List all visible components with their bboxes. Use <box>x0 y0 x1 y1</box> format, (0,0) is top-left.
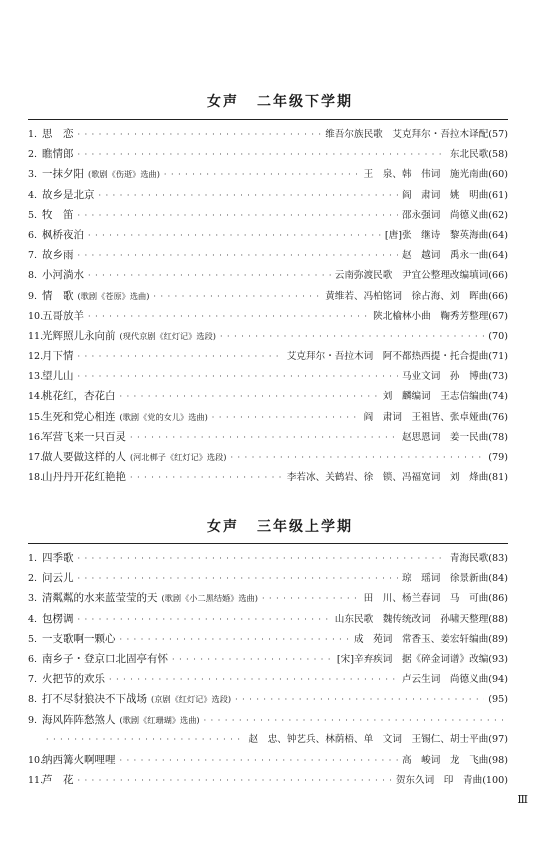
leader-dots <box>164 165 360 185</box>
leader-dots <box>78 246 398 266</box>
entry-credits: [宋]辛弃疾词 据《碎金词谱》改编 <box>336 653 489 665</box>
entry-credits: 山东民歌 魏传统改词 孙啸天整理 <box>334 613 489 625</box>
entry-page: (78) <box>488 431 508 443</box>
leader-dots <box>78 145 446 165</box>
entry-title: 生死和党心相连 <box>42 410 116 423</box>
section-title-term: 三年级上学期 <box>257 519 353 535</box>
entry-title: 五哥放羊 <box>42 309 84 322</box>
toc-entry[interactable] <box>28 164 508 184</box>
toc-entry[interactable] <box>28 346 508 366</box>
toc-entry[interactable] <box>28 467 508 487</box>
toc-entry[interactable] <box>28 649 508 669</box>
toc-entry-continuation <box>28 730 508 750</box>
entry-number: 5. <box>28 633 38 645</box>
entry-page: (66) <box>488 270 508 282</box>
entry-number: 4. <box>28 613 38 625</box>
entry-title: 芦 花 <box>42 774 74 787</box>
entry-page: (84) <box>488 573 508 585</box>
entry-number: 6. <box>28 229 38 241</box>
entry-page: (64) <box>488 229 508 241</box>
entry-credits: 马业文词 孙 博曲 <box>401 371 489 383</box>
toc-entry[interactable] <box>28 710 508 730</box>
entry-page: (71) <box>488 351 508 363</box>
entry-credits: 云南弥渡民歌 尹宜公整理改编填词 <box>334 270 489 282</box>
entry-title: 小河淌水 <box>42 269 84 282</box>
entry-page: (74) <box>488 391 508 403</box>
leader-dots <box>230 448 484 468</box>
entry-credits: 赵 越词 禹永一曲 <box>401 250 489 262</box>
entry-number: 1. <box>28 553 38 564</box>
entry-page: (86) <box>488 593 508 605</box>
leader-dots <box>109 670 398 690</box>
entry-source: (现代京剧《红灯记》选段) <box>119 330 216 341</box>
entry-credits: 琼 瑶词 徐景新曲 <box>401 573 489 585</box>
entry-title: 纳西篝火啊哩哩 <box>42 753 116 766</box>
entry-title: 故乡雨 <box>42 249 74 262</box>
leader-dots <box>204 711 504 731</box>
toc-entry[interactable] <box>28 548 508 568</box>
entry-credits: 田 川、杨兰春词 马 可曲 <box>363 593 489 605</box>
entry-source: (歌剧《红珊瑚》选曲) <box>119 714 200 725</box>
entry-title: 望儿山 <box>42 370 74 383</box>
entry-number: 5. <box>28 209 38 221</box>
toc-entry[interactable] <box>28 689 508 709</box>
entry-title: 打不尽豺狼决不下战场 <box>42 693 147 706</box>
leader-dots <box>78 569 398 589</box>
leader-dots <box>46 730 244 750</box>
leader-dots <box>220 327 484 347</box>
toc-entry[interactable] <box>28 124 508 144</box>
leader-dots <box>88 307 369 327</box>
leader-dots <box>78 771 392 791</box>
entry-title: 火把节的欢乐 <box>42 673 105 686</box>
entry-source: (河北梆子《红灯记》选段) <box>130 452 227 462</box>
entry-title: 一抹夕阳 <box>42 168 84 181</box>
section-title-term: 二年级下学期 <box>257 94 353 110</box>
entry-number: 15. <box>28 411 44 423</box>
entry-number: 12. <box>28 351 44 363</box>
entry-title: 情 歌 <box>42 289 74 302</box>
entry-credits: 陕北榆林小曲 鞠秀芳整理 <box>373 310 489 322</box>
toc-entry[interactable] <box>28 326 508 346</box>
toc-entry[interactable] <box>28 629 508 649</box>
entry-number: 18. <box>28 472 44 484</box>
leader-dots <box>130 468 283 488</box>
toc-entry[interactable] <box>28 245 508 265</box>
entry-number: 3. <box>28 593 38 605</box>
leader-dots <box>78 206 398 226</box>
entry-page: (57) <box>488 129 508 140</box>
entry-credits: 维吾尔族民歌 艾克拜尔・吾拉木译配 <box>325 129 489 140</box>
toc-entry[interactable] <box>28 588 508 608</box>
entry-page: (81) <box>488 472 508 484</box>
toc-entry[interactable] <box>28 306 508 326</box>
entry-number: 11. <box>28 775 44 787</box>
entry-page: (95) <box>488 694 508 706</box>
leader-dots <box>88 266 331 286</box>
leader-dots <box>130 428 398 448</box>
leader-dots <box>78 347 283 367</box>
entry-source: (歌剧《党的女儿》选曲) <box>119 411 208 422</box>
leader-dots <box>235 690 484 710</box>
entry-credits: 王 泉、韩 伟词 施光南曲 <box>363 169 489 181</box>
entry-source: (歌剧《苍原》选曲) <box>77 290 150 301</box>
entry-page: (66) <box>488 290 508 302</box>
entry-credits: 贺东久词 印 青曲 <box>395 775 483 787</box>
leader-dots <box>78 610 331 630</box>
entry-page: (73) <box>488 371 508 383</box>
toc-list-1 <box>28 124 508 487</box>
leader-dots <box>120 751 398 771</box>
entry-page: (58) <box>488 149 508 161</box>
leader-dots <box>78 549 446 569</box>
entry-number: 1. <box>28 129 38 140</box>
entry-title: 做人要做这样的人 <box>42 451 126 463</box>
entry-credits: 阎 肃词 姚 明曲 <box>401 189 489 201</box>
entry-page: (61) <box>488 189 508 201</box>
leader-dots <box>120 387 379 407</box>
leader-dots <box>120 630 350 650</box>
entry-number: 6. <box>28 653 38 665</box>
entry-number: 14. <box>28 391 44 403</box>
entry-title: 月下情 <box>42 350 74 363</box>
entry-number: 8. <box>28 270 38 282</box>
entry-credits: 成 苑词 常香玉、姜宏轩编曲 <box>353 633 489 645</box>
toc-entry[interactable] <box>28 609 508 629</box>
entry-title: 清粼粼的水来蓝莹莹的天 <box>42 592 158 605</box>
entry-number: 10. <box>28 754 44 766</box>
entry-number: 16. <box>28 431 44 443</box>
leader-dots <box>172 650 333 670</box>
leader-dots <box>153 287 321 307</box>
entry-page: (88) <box>488 613 508 625</box>
toc-entry[interactable] <box>28 265 508 285</box>
entry-number: 7. <box>28 674 38 686</box>
entry-title: 一支歌啊一颗心 <box>42 632 116 645</box>
entry-page: (62) <box>488 209 508 221</box>
entry-number: 7. <box>28 250 38 262</box>
entry-page: (93) <box>488 653 508 665</box>
entry-page: (64) <box>488 250 508 262</box>
toc-entry[interactable] <box>28 447 508 467</box>
section-title-voice: 女声 <box>207 94 239 110</box>
toc-entry[interactable] <box>28 770 508 790</box>
leader-dots <box>99 186 398 206</box>
entry-title: 枫桥夜泊 <box>42 228 84 241</box>
section-rule-1 <box>28 119 508 120</box>
entry-title: 桃花红，杏花白 <box>42 390 116 403</box>
leader-dots <box>88 226 381 246</box>
entry-number: 8. <box>28 694 38 706</box>
toc-entry[interactable] <box>28 669 508 689</box>
entry-credits: 黄维若、冯柏铭词 徐占海、刘 晖曲 <box>325 290 489 302</box>
toc-entry[interactable] <box>28 386 508 406</box>
entry-page: (97) <box>488 733 508 745</box>
entry-number: 2. <box>28 149 38 161</box>
toc-entry[interactable] <box>28 427 508 447</box>
entry-page: (60) <box>488 169 508 181</box>
entry-number: 17. <box>28 452 44 463</box>
entry-title: 四季歌 <box>42 552 74 564</box>
entry-number: 3. <box>28 169 38 181</box>
entry-title: 牧 笛 <box>42 208 74 221</box>
entry-title: 瞧情郎 <box>42 148 74 161</box>
entry-number: 4. <box>28 189 38 201</box>
toc-entry[interactable] <box>28 366 508 386</box>
entry-title: 思 恋 <box>42 128 74 140</box>
leader-dots <box>262 589 360 609</box>
entry-title: 山丹丹开花红艳艳 <box>42 471 126 484</box>
entry-title: 包楞调 <box>42 612 74 625</box>
entry-number: 9. <box>28 714 38 726</box>
toc-entry[interactable] <box>28 407 508 427</box>
toc-entry[interactable] <box>28 568 508 588</box>
section-rule-2 <box>28 543 508 544</box>
leader-dots <box>212 408 360 428</box>
entry-credits: 赵 忠、钟艺兵、林荫梧、单 文词 王锡仁、胡士平曲 <box>248 733 489 745</box>
entry-credits: 青海民歌 <box>449 553 489 564</box>
toc-entry[interactable] <box>28 185 508 205</box>
entry-page: (76) <box>488 411 508 423</box>
leader-dots <box>78 367 398 387</box>
entry-page: (79) <box>488 452 508 463</box>
toc-list-2 <box>28 548 508 790</box>
entry-title: 南乡子・登京口北固亭有怀 <box>42 652 168 665</box>
toc-entry[interactable] <box>28 750 508 770</box>
entry-source: (歌剧《小二黑结婚》选曲) <box>161 593 258 604</box>
entry-number: 11. <box>28 330 44 342</box>
leader-dots <box>78 125 322 145</box>
entry-credits: 邵永强词 尚德义曲 <box>401 209 489 221</box>
entry-credits: 阎 肃词 王祖皆、张卓娅曲 <box>363 411 489 423</box>
entry-title: 问云儿 <box>42 572 74 585</box>
entry-credits: [唐]张 继诗 黎英海曲 <box>384 229 489 241</box>
entry-source: (京剧《红灯记》选段) <box>151 694 232 705</box>
entry-page: (98) <box>488 754 508 766</box>
entry-credits: 刘 麟编词 王志信编曲 <box>382 391 489 403</box>
section-title-voice: 女声 <box>207 519 239 535</box>
entry-title: 海风阵阵愁煞人 <box>42 713 116 726</box>
entry-number: 13. <box>28 371 44 383</box>
entry-page: (89) <box>488 633 508 645</box>
entry-number: 10. <box>28 310 44 322</box>
entry-credits: 艾克拜尔・吾拉木词 阿不都热西提・托合提曲 <box>286 351 489 363</box>
entry-page: (67) <box>488 310 508 322</box>
entry-page: (70) <box>488 330 508 342</box>
entry-credits: 李若冰、关鹤岩、徐 锁、冯福宽词 刘 烽曲 <box>286 472 489 484</box>
toc-entry[interactable] <box>28 286 508 306</box>
entry-credits: 高 峻词 龙 飞曲 <box>401 754 489 766</box>
entry-credits: 东北民歌 <box>449 149 489 161</box>
toc-entry[interactable] <box>28 225 508 245</box>
entry-page: (100) <box>482 775 508 787</box>
entry-source: (歌剧《伤逝》选曲) <box>88 169 160 180</box>
section-title-2 <box>0 516 560 536</box>
toc-entry[interactable] <box>28 144 508 164</box>
page-number: Ⅲ <box>517 793 528 806</box>
section-title-1 <box>0 91 560 111</box>
entry-credits: 赵思恩词 姜一民曲 <box>401 431 489 443</box>
entry-number: 2. <box>28 573 38 585</box>
entry-title: 军营飞来一只百灵 <box>42 430 126 443</box>
entry-page: (94) <box>488 674 508 686</box>
entry-credits: 卢云生词 尚德义曲 <box>401 674 489 686</box>
toc-entry[interactable] <box>28 205 508 225</box>
entry-title: 光辉照儿永向前 <box>42 329 116 342</box>
entry-title: 故乡是北京 <box>42 188 95 201</box>
entry-number: 9. <box>28 290 38 302</box>
entry-page: (83) <box>488 553 508 564</box>
